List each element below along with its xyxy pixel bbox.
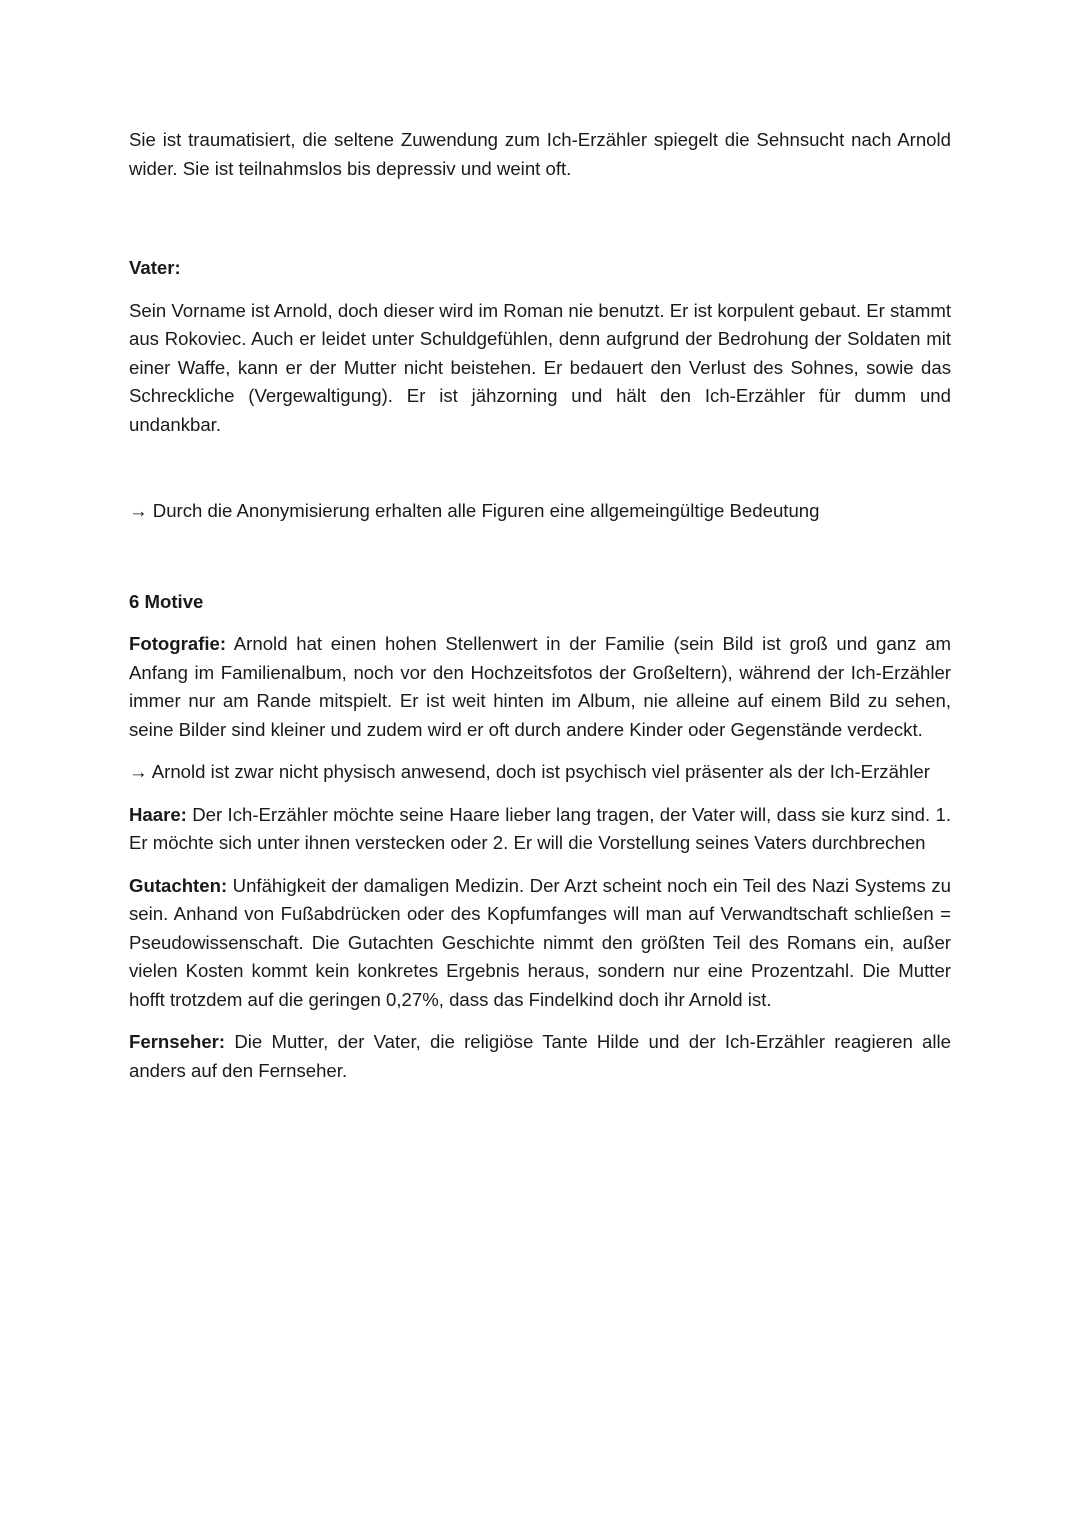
- fernseher-label: Fernseher:: [129, 1031, 226, 1052]
- document-page: [129, 126, 951, 1085]
- fernseher-text: Die Mutter, der Vater, die religiöse Tante Hilde und der Ich-Erzähler reagieren alle anders auf den Fernseher.: [129, 1031, 952, 1081]
- fotografie-conclusion: [129, 758, 951, 787]
- motive-heading: 6 Motive: [129, 590, 204, 612]
- haare-label: Haare:: [129, 803, 187, 825]
- haare-text: Der Ich-Erzähler möchte seine Haare lieber lang tragen, der Vater will, dass sie kurz sind. 1. Er möchte sich unter ihnen verstecken oder 2. Er will die Vorstellung seines Vaters durchbrechen: [129, 803, 951, 853]
- vater-heading: Vater:: [129, 257, 181, 278]
- conclusion-text: Durch die Anonymisierung erhalten alle Figuren eine allgemeingültige Bedeutung: [152, 500, 820, 521]
- arrow-right-icon: →: [129, 761, 148, 782]
- motiv-fernseher: [129, 1028, 951, 1085]
- gutachten-text: Unfähigkeit der damaligen Medizin. Der Arzt scheint noch ein Teil des Nazi Systems zu sein. Anhand von Fußabdrücken oder des Kopfumfanges will man auf Verwandtschaft schließen = Pseudowissenschaft. Die Gutachten Geschichte nimmt den größten Teil des Romans ein, außer vielen Kosten kommt kein konkretes Ergebnis heraus, sondern nur eine Prozentzahl. Die Mutter hofft trotzdem auf die geringen 0,27%, dass das Findelkind doch ihr Arnold ist.: [129, 874, 951, 1010]
- anonymisierung-conclusion: [129, 497, 951, 526]
- motiv-fotografie: [129, 630, 951, 744]
- fotografie-text: Arnold hat einen hohen Stellenwert in der Familie (sein Bild ist groß und ganz am Anfang im Familienalbum, noch vor den Hochzeitsfotos der Großeltern), während der Ich-Erzähler immer nur am Rande mitspielt. Er ist weit hinten im Album, nie alleine auf einem Bild zu sehen, seine Bilder sind kleiner und zudem wird er oft durch andere Kinder oder Gegenstände verdeckt.: [129, 633, 952, 740]
- vater-paragraph: Sein Vorname ist Arnold, doch dieser wird im Roman nie benutzt. Er ist korpulent gebaut. Er stammt aus Rokoviec. Auch er leidet unter Schuldgefühlen, denn aufgrund der Bedrohung der Soldaten mit einer Waffe, kann er der Mutter nicht beistehen. Er bedauert den Verlust des Sohnes, sowie das Schreckliche (Vergewaltigung). Er ist jähzorning und hält den Ich-Erzähler für dumm und undankbar.: [129, 299, 951, 435]
- arrow-right-icon: →: [129, 500, 148, 521]
- fotografie-label: Fotografie:: [129, 633, 227, 654]
- gutachten-label: Gutachten:: [129, 874, 228, 896]
- fotografie-conclusion-text: Arnold ist zwar nicht physisch anwesend, doch ist psychisch viel präsenter als der Ich-Erzähler: [151, 761, 930, 782]
- motiv-haare: [129, 801, 951, 858]
- motiv-gutachten: [129, 872, 951, 1015]
- intro-paragraph: Sie ist traumatisiert, die seltene Zuwendung zum Ich-Erzähler spiegelt die Sehnsucht nach Arnold wider. Sie ist teilnahmslos bis depressiv und weint oft.: [129, 129, 951, 179]
